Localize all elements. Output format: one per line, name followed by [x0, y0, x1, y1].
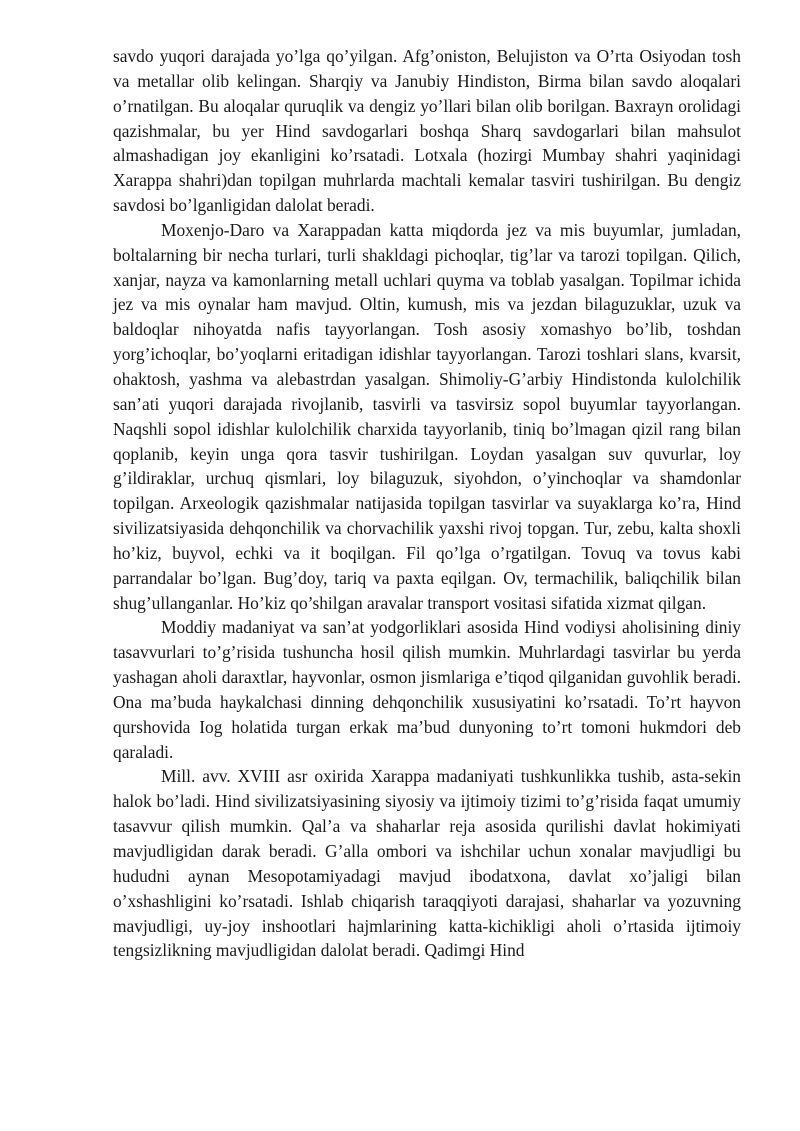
paragraph-mohenjo-daro-finds: Moxenjo-Daro va Xarappadan katta miqdorda jez va mis buyumlar, jumladan, boltalarning bir necha turlari, turli shakldagi pichoqlar, tig’lar va tarozi topilgan. Qilich, xanjar, nayza va kamonlarning metall uchlari quyma va toblab yasalgan. Topilmar ichida jez va mis oynalar ham mavjud. Oltin, kumush, mis va jezdan bilaguzuklar, uzuk va baldoqlar nihoyatda nafis tayyorlangan. Tosh asosiy xomashyo bo’lib, toshdan yorg’ichoqlar, bo’yoqlarni eritadigan idishlar tayyorlangan. Tarozi toshlari slans, kvarsit, ohaktosh, yashma va alebastrdan yasalgan. Shimoliy-G’arbiy Hindistonda kulolchilik san’ati yuqori darajada rivojlanib, tasvirli va tasvirsiz sopol buyumlar tayyorlangan. Naqshli sopol idishlar kulolchilik charxida tayyorlanib, tiniq bo’lmagan qizil rang bilan qoplanib, keyin unga qora tasvir tushirilgan. Loydan yasalgan suv quvurlar, loy g’ildiraklar, urchuq qismlari, loy bilaguzuk, siyohdon, o’yinchoqlar va shamdonlar topilgan. Arxeologik qazishmalar natijasida topilgan tasvirlar va suyaklarga ko’ra, Hind sivilizatsiyasida dehqonchilik va chorvachilik yaxshi rivoj topgan. Tur, zebu, kalta shoxli ho’kiz, buyvol, echki va it boqilgan. Fil qo’lga o’rgatilgan. Tovuq va tovus kabi parrandalar bo’lgan. Bug’doy, tariq va paxta eqilgan. Ov, termachilik, baliqchilik bilan shug’ullanganlar. Ho’kiz qo’shilgan aravalar transport vositasi sifatida xizmat qilgan.	[113, 219, 741, 613]
document-page	[113, 44, 741, 963]
paragraph-religious-beliefs: Moddiy madaniyat va san’at yodgorliklari asosida Hind vodiysi aholisining diniy tasavvurlari to’g’risida tushuncha hosil qilish mumkin. Muhrlardagi tasvirlar bu yerda yashagan aholi daraxtlar, hayvonlar, osmon jismlariga e’tiqod qilganidan guvohlik beradi. Ona ma’buda haykalchasi dinning dehqonchilik xususiyatini ko’rsatadi. To’rt hayvon qurshovida Iog holatida turgan erkak ma’bud dunyoning to’rt tomoni hukmdori deb qaraladi.	[113, 617, 741, 762]
paragraph-harappa-decline: Mill. avv. XVIII asr oxirida Xarappa madaniyati tushkunlikka tushib, asta-sekin halok bo’ladi. Hind sivilizatsiyasining siyosiy va ijtimoiy tizimi to’g’risida faqat umumiy tasavvur qilish mumkin. Qal’a va shaharlar reja asosida qurilishi davlat hokimiyati mavjudligidan darak beradi. G’alla ombori va ishchilar uchun xonalar mavjudligi bu hududni aynan Mesopotamiyadagi mavjud ibodatxona, davlat xo’jaligi bilan o’xshashligini ko’rsatadi. Ishlab chiqarish taraqqiyoti darajasi, shaharlar va yozuvning mavjudligi, uy-joy inshootlari hajmlarining katta-kichikligi aholi o’rtasida ijtimoiy tengsizlikning mavjudligidan dalolat beradi. Qadimgi Hind	[113, 766, 741, 961]
paragraph-trade-routes: savdo yuqori darajada yo’lga qo’yilgan. Afg’oniston, Belujiston va O’rta Osiyodan tosh va metallar olib kelingan. Sharqiy va Janubiy Hindiston, Birma bilan savdo aloqalari o’rnatilgan. Bu aloqalar quruqlik va dengiz yo’llari bilan olib borilgan. Baxrayn orolidagi qazishmalar, bu yer Hind savdogarlari boshqa Sharq savdogarlari bilan mahsulot almashadigan joy ekanligini ko’rsatadi. Lotxala (hozirgi Mumbay shahri yaqinidagi Xarappa shahri)dan topilgan muhrlarda machtali kemalar tasviri tushirilgan. Bu dengiz savdosi bo’lganligidan dalolat beradi.	[113, 46, 741, 216]
